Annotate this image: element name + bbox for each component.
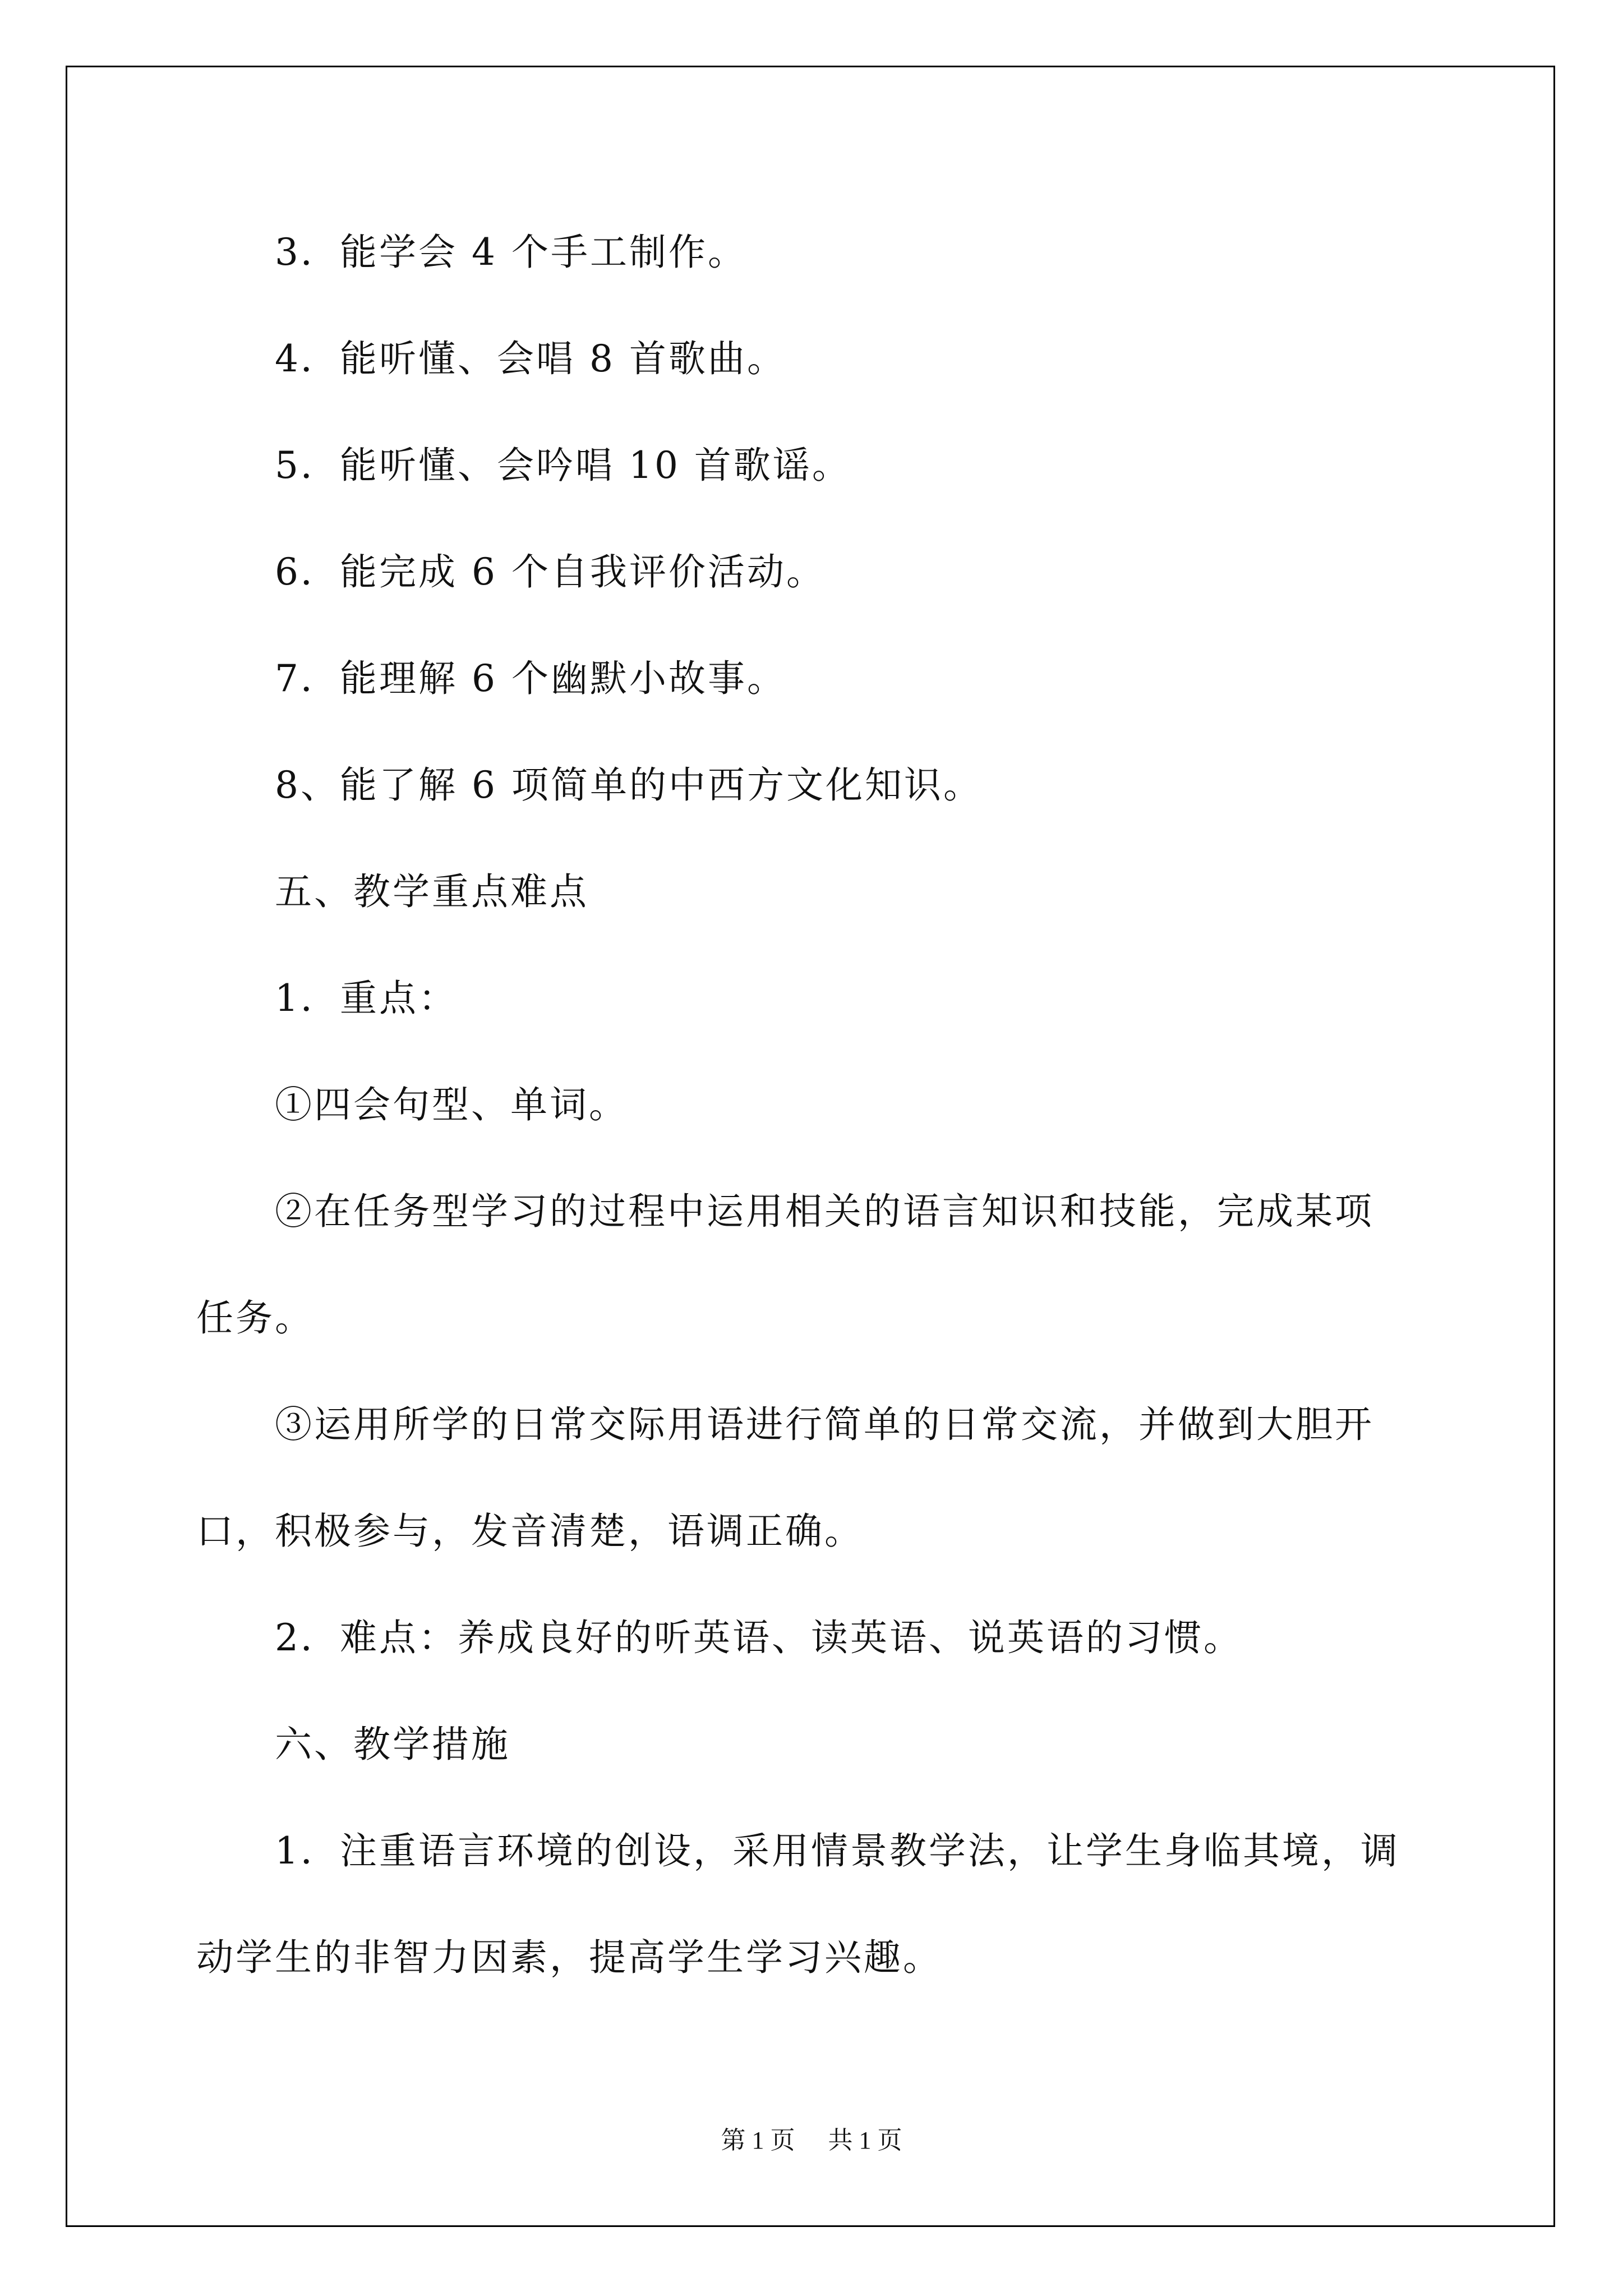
measure-1-line-1: 1．注重语言环境的创设，采用情景教学法，让学生身临其境，调 [275,1829,1400,1872]
page-number: 第 1 页 [721,2127,795,2154]
goal-line-3: 3．能学会 4 个手工制作。 [275,231,747,274]
key-point-2-line-1: ②在任务型学习的过程中运用相关的语言知识和技能，完成某项 [275,1190,1374,1233]
page-border [66,66,1555,2227]
key-point-3-line-2: 口，积极参与，发音清楚，语调正确。 [196,1510,864,1553]
difficulty-line: 2．难点：养成良好的听英语、读英语、说英语的习惯。 [275,1616,1243,1659]
page-footer [0,2125,1623,2156]
measure-1-line-2: 动学生的非智力因素，提高学生学习兴趣。 [196,1936,942,1979]
page-count: 共 1 页 [828,2127,902,2154]
key-point-3-line-1: ③运用所学的日常交际用语进行简单的日常交流，并做到大胆开 [275,1403,1374,1446]
section-heading-5: 五、教学重点难点 [275,870,589,913]
goal-line-7: 7．能理解 6 个幽默小故事。 [275,657,786,700]
key-points-heading: 1．重点： [275,977,458,1020]
key-point-2-line-2: 任务。 [196,1296,314,1340]
key-point-1: ①四会句型、单词。 [275,1083,628,1126]
goal-line-6: 6．能完成 6 个自我评价活动。 [275,550,826,593]
section-heading-6: 六、教学措施 [275,1723,510,1766]
goal-line-5: 5．能听懂、会吟唱 10 首歌谣。 [275,444,851,487]
goal-line-4: 4．能听懂、会唱 8 首歌曲。 [275,337,786,380]
goal-line-8: 8、能了解 6 项简单的中西方文化知识。 [275,763,983,807]
